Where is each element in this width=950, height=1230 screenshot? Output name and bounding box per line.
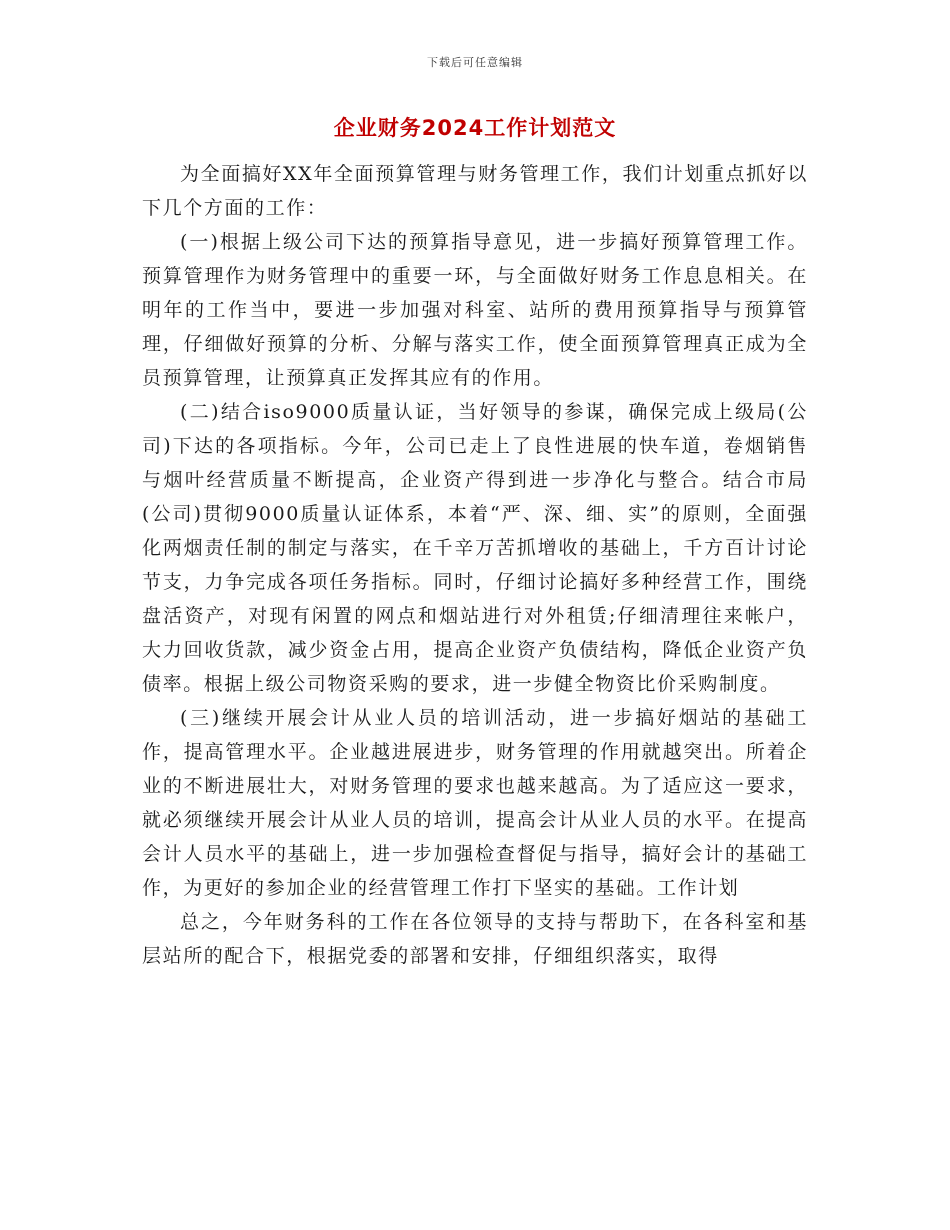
summary-paragraph: 总之，今年财务科的工作在各位领导的支持与帮助下，在各科室和基层站所的配合下，根据党委的部署和安排，仔细组织落实，取得 bbox=[142, 911, 808, 967]
document-title: 企业财务2024工作计划范文 bbox=[333, 116, 617, 140]
intro-paragraph: 为全面搞好XX年全面预算管理与财务管理工作，我们计划重点抓好以下几个方面的工作： bbox=[142, 163, 808, 219]
section-two-paragraph: (二)结合iso9000质量认证，当好领导的参谋，确保完成上级局(公司)下达的各项指标。今年，公司已走上了良性进展的快车道，卷烟销售与烟叶经营质量不断提高，企业资产得到进一步净化与整合。结合市局(公司)贯彻9000质量认证体系，本着“严、深、细、实”的原则，全面强化两烟责任制的制定与落实，在千辛万苦抓增收的基础上，千方百计讨论节支，力争完成各项任务指标。同时，仔细讨论搞好多种经营工作，围绕盘活资产，对现有闲置的网点和烟站进行对外租赁;仔细清理往来帐户，大力回收货款，减少资金占用，提高企业资产负债结构，降低企业资产负债率。根据上级公司物资采购的要求，进一步健全物资比价采购制度。 bbox=[142, 401, 808, 695]
section-three-paragraph: (三)继续开展会计从业人员的培训活动，进一步搞好烟站的基础工作，提高管理水平。企业越进展进步，财务管理的作用就越突出。所着企业的不断进展壮大，对财务管理的要求也越来越高。为了适应这一要求，就必须继续开展会计从业人员的培训，提高会计从业人员的水平。在提高会计人员水平的基础上，进一步加强检查督促与指导，搞好会计的基础工作，为更好的参加企业的经营管理工作打下坚实的基础。工作计划 bbox=[142, 707, 808, 899]
document-body bbox=[142, 157, 808, 973]
section-one-paragraph: (一)根据上级公司下达的预算指导意见，进一步搞好预算管理工作。预算管理作为财务管理中的重要一环，与全面做好财务工作息息相关。在明年的工作当中，要进一步加强对科室、站所的费用预算指导与预算管理，仔细做好预算的分析、分解与落实工作，使全面预算管理真正成为全员预算管理，让预算真正发挥其应有的作用。 bbox=[142, 231, 808, 389]
header-note: 下载后可任意编辑 bbox=[427, 56, 523, 69]
